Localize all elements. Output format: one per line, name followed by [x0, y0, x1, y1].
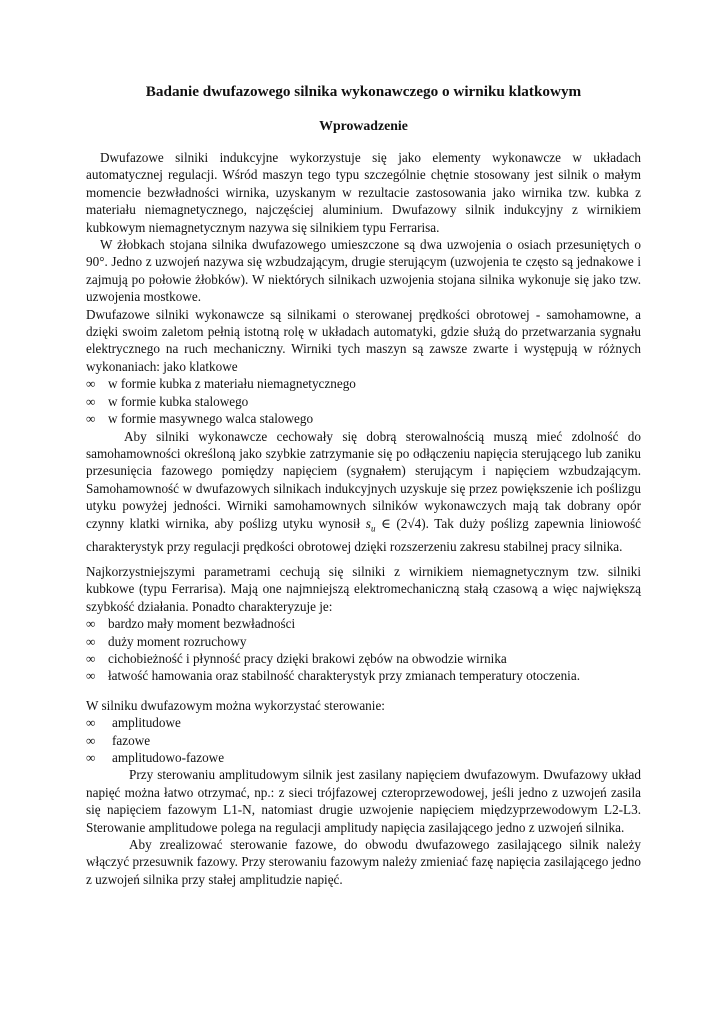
list-item	[86, 714, 641, 731]
bullet-infinity-icon: ∞	[86, 732, 96, 748]
paragraph-self-braking-text-end: ∈ (2√4). Tak duży poślizg zapewnia liniowość charakterystyk przy regulacji prędkości obrotowej dzięki rozszerzeniu zakresu stabilnej pracy silnika.	[86, 515, 641, 554]
bullet-infinity-icon: ∞	[86, 750, 96, 766]
list-item	[86, 393, 641, 410]
list-item	[86, 732, 641, 749]
bullet-infinity-icon: ∞	[86, 616, 96, 632]
rotor-types-list	[86, 375, 641, 427]
document-page	[86, 82, 641, 888]
list-item	[86, 749, 641, 766]
list-item-text: bardzo mały moment bezwładności	[108, 616, 296, 632]
list-item	[86, 615, 641, 632]
list-item	[86, 633, 641, 650]
bullet-infinity-icon: ∞	[86, 411, 96, 427]
bullet-infinity-icon: ∞	[86, 376, 96, 392]
list-item-text: w formie kubka z materiału niemagnetycznego	[108, 376, 356, 392]
bullet-infinity-icon: ∞	[86, 633, 96, 649]
bullet-infinity-icon: ∞	[86, 668, 96, 684]
slip-symbol	[365, 515, 376, 534]
list-item-text: duży moment rozruchowy	[108, 633, 247, 649]
paragraph-control-intro: W silniku dwufazowym można wykorzystać sterowanie:	[86, 697, 385, 713]
paragraph-best-parameters: Najkorzystniejszymi parametrami cechują się silniki z wirnikiem niemagnetycznym tzw. silniki kubkowe (typu Ferrarisa). Mają one najmniejszą elektromechaniczną stałą czasową a więc największą szybkość działania. Ponadto charakteryzuje je:	[86, 563, 641, 614]
paragraph-phase-control: Aby zrealizować sterowanie fazowe, do obwodu dwufazowego zasilającego silnik należy włączyć przesuwnik fazowy. Przy sterowaniu fazowym należy zmieniać fazę napięcia zasilającego jedno z uzwojeń silnika przy stałej amplitudzie napięć.	[86, 837, 641, 887]
list-item-text: amplitudowo-fazowe	[112, 750, 225, 766]
paragraph-self-braking	[86, 428, 641, 555]
features-list	[86, 615, 641, 685]
control-types-list	[86, 714, 641, 766]
list-item	[86, 375, 641, 392]
paragraph-amplitude-control: Przy sterowaniu amplitudowym silnik jest zasilany napięciem dwufazowym. Dwufazowy układ napięć można łatwo otrzymać, np.: z sieci trójfazowej czteroprzewodowej, jeśli jedno z uzwojeń zasila się napięciem fazowym L1-N, natomiast drugie uzwojenie napięciem międzyprzewodowym L2-L3. Sterowanie amplitudowe polega na regulacji amplitudy napięcia zasilającego jedno z uzwojeń silnika.	[86, 767, 641, 835]
bullet-infinity-icon: ∞	[86, 715, 96, 731]
list-item-text: łatwość hamowania oraz stabilność charakterystyk przy zmianach temperatury otoczenia.	[108, 668, 580, 684]
section-heading: Wprowadzenie	[319, 118, 408, 133]
slip-symbol-s: s	[365, 515, 371, 531]
list-item	[86, 410, 641, 427]
paragraph-windings: W żłobkach stojana silnika dwufazowego umieszczone są dwa uzwojenia o osiach przesuniętych o 90°. Jedno z uzwojeń nazywa się wzbudzającym, drugie sterującym (uzwojenia te często są jednakowe i zajmują po połowie żłobków). W niektórych silnikach uzwojenia stojana silnika wykonuje się jako tzw. uzwojenia mostkowe.	[86, 237, 641, 305]
paragraph-executive-motors: Dwufazowe silniki wykonawcze są silnikami o sterowanej prędkości obrotowej - samohamowne, a dzięki swoim zaletom pełnią istotną rolę w układach automatyki, gdzie służą do przetwarzania sygnału elektrycznego na ruch mechaniczny. Wirniki tych maszyn są zawsze zwarte i występują w różnych wykonaniach: jako klatkowe	[86, 306, 641, 374]
bullet-infinity-icon: ∞	[86, 393, 96, 409]
list-item-text: w formie kubka stalowego	[108, 393, 249, 409]
slip-symbol-subscript: u	[370, 523, 376, 534]
paragraph-intro: Dwufazowe silniki indukcyjne wykorzystuje się jako elementy wykonawcze w układach automatycznej regulacji. Wśród maszyn tego typu szczególnie chętnie stosowany jest silnik o małym momencie bezwładności wirnika, uzyskanym w rezultacie zastosowania jako wirnika tzw. kubka z materiału niemagnetycznego, najczęściej aluminium. Dwufazowy silnik indukcyjny z wirnikiem kubkowym niemagnetycznym nazywa się silnikiem typu Ferrarisa.	[86, 150, 641, 235]
list-item-text: fazowe	[112, 732, 151, 748]
paragraph-self-braking-text: Aby silniki wykonawcze cechowały się dobrą sterowalnością muszą mieć zdolność do samohamowności określoną jako szybkie zatrzymanie się po odłączeniu napięcia sterującego lub zaniku przesunięcia fazowego pomiędzy napięciem (sygnałem) sterującym i napięciem wzbudzającym. Samohamowność w dwufazowych silnikach indukcyjnych uzyskuje się przez powiększenie ich poślizgu utyku powyżej jedności. Wirniki samohamownych silników wykonawczych mają tak dobrany opór czynny klatki wirnika, aby poślizg utyku wynosił	[86, 428, 641, 531]
document-title: Badanie dwufazowego silnika wykonawczego o wirniku klatkowym	[145, 83, 582, 100]
list-item	[86, 667, 641, 684]
list-item-text: w formie masywnego walca stalowego	[108, 411, 314, 427]
bullet-infinity-icon: ∞	[86, 651, 96, 667]
list-item-text: cichobieżność i płynność pracy dzięki brakowi zębów na obwodzie wirnika	[108, 651, 507, 667]
list-item-text: amplitudowe	[112, 715, 181, 731]
list-item	[86, 650, 641, 667]
